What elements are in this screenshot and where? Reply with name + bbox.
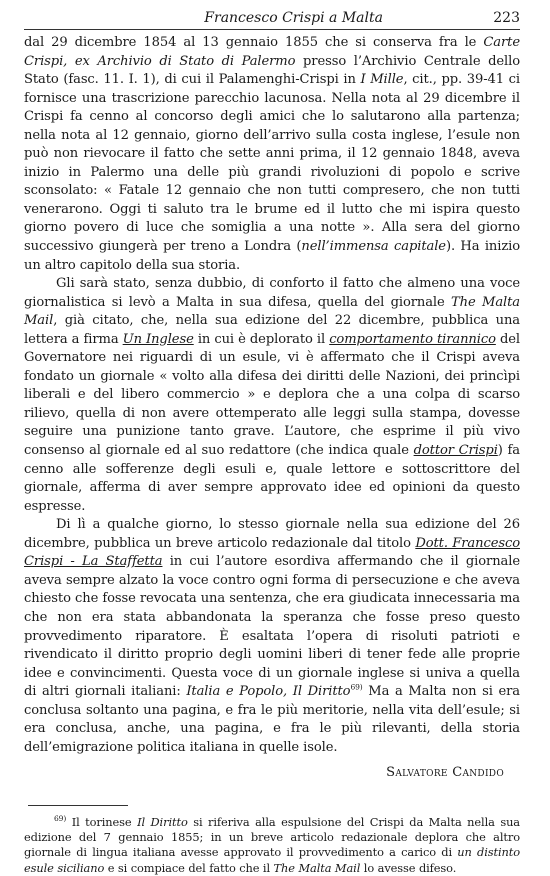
footnote-reference[interactable]: 69) (350, 682, 363, 692)
footnote-marker: 69) (54, 814, 67, 824)
footnote-divider (28, 805, 128, 806)
paragraph-malta-mail: Gli sarà stato, senza dubbio, di conforto il fatto che almeno una voce giornalistica si levò a Malta in sua difesa, quella del giornale The Malta Mail, già citato, che, nella sua edizione del 22 dicembre, pubblica una lettera a firma Un Inglese in cui è deplorato il comportamento tirannico del Governatore nei riguardi di un esule, vi è affermato che il Crispi aveva fondato un giornale « volto alla difesa dei diritti delle Nazioni, dei princìpi liberali e del libero commercio » e deplora che a una colpa di scarso rilievo, quella di non avere ottemperato alle leggi sulla stampa, dovesse seguire una punizione tanto grave. L’autore, che esprime il più vivo consenso al giornale ed al suo redattore (che indica quale dottor Crispi) fa cenno alle sofferenze degli esuli e, quale lettore e sottoscrittore del giornale, afferma di aver sempre approvato idee ed opinioni da questo espresse. (24, 276, 520, 514)
paragraph-continuation: dal 29 dicembre 1854 al 13 gennaio 1855 che si conserva fra le Carte Crispi, ex Archivio di Stato di Palermo presso l’Archivio Centrale dello Stato (fasc. 11. I. 1), di cui il Palamenghi-Crispi in I Mille, cit., pp. 39-41 ci fornisce una trascrizione parecchio lacunosa. Nella nota al 29 dicembre il Crispi fa cenno al concorso degli amici che lo salutarono alla partenza; nella nota al 12 gennaio, giorno dell’arrivo sulla costa inglese, l’esule non può non rievocare il fatto che sette anni prima, il 12 gennaio 1848, aveva inizio in Palermo una delle più grandi rivoluzioni di popolo e scrive sconsolato: « Fatale 12 gennaio che non tutti compresero, che non tutti venerarono. Oggi ti saluto tra le brume ed il lutto che mi ispira questo giorno povero di luce che somiglia a una notte ». Alla sera del giorno successivo giungerà per treno a Londra (nell’immensa capitale). Ha inizio un altro capitolo della sua storia. (24, 35, 521, 273)
author-signature: Salvatore Candido (386, 765, 504, 781)
paragraph-staffetta: Di lì a qualche giorno, lo stesso giornale nella sua edizione del 26 dicembre, pubblica un breve articolo redazionale dal titolo Dott. Francesco Crispi - La Staffetta in cui l’autore esordiva affermando che il giornale aveva sempre alzato la voce contro ogni forma di persecuzione e che aveva chiesto che fosse revocata una sentenza, che era giudicata innecessaria ma che non era stata abbandonata la speranza che fosse preso questo provvedimento riparatore. È esaltata l’opera di risoluti patrioti e rivendicato il diritto proprio degli uomini liberi di tener fede alle proprie idee e convincimenti. Questa voce di un giornale inglese si univa a quella di altri giornali italiani: Italia e Popolo, Il Diritto$^{69)}$ Ma a Malta non si era conclusa soltanto una pagina, e fra le più meritorie, nella vita dell’esule; si era conclusa, anche, una pagina, e fra le più rilevanti, della storia dell’emigrazione politica italiana in quelle isole. (24, 517, 520, 755)
running-head (24, 0, 520, 30)
running-title: Francesco Crispi a Malta (204, 10, 383, 26)
footnote: $^{69)}$ Il torinese Il Diritto si riferiva alla espulsione del Crispi da Malta nella sua edizione del 7 gennaio 1855; in un breve articolo redazionale deplora che altro giornale di lingua italiana avesse approvato il provvedimento a carico di un distinto esule siciliano e si compiace del fatto che il The Malta Mail lo avesse difeso. (24, 814, 520, 875)
page-number: 223 (493, 10, 520, 26)
body-text (24, 34, 520, 783)
